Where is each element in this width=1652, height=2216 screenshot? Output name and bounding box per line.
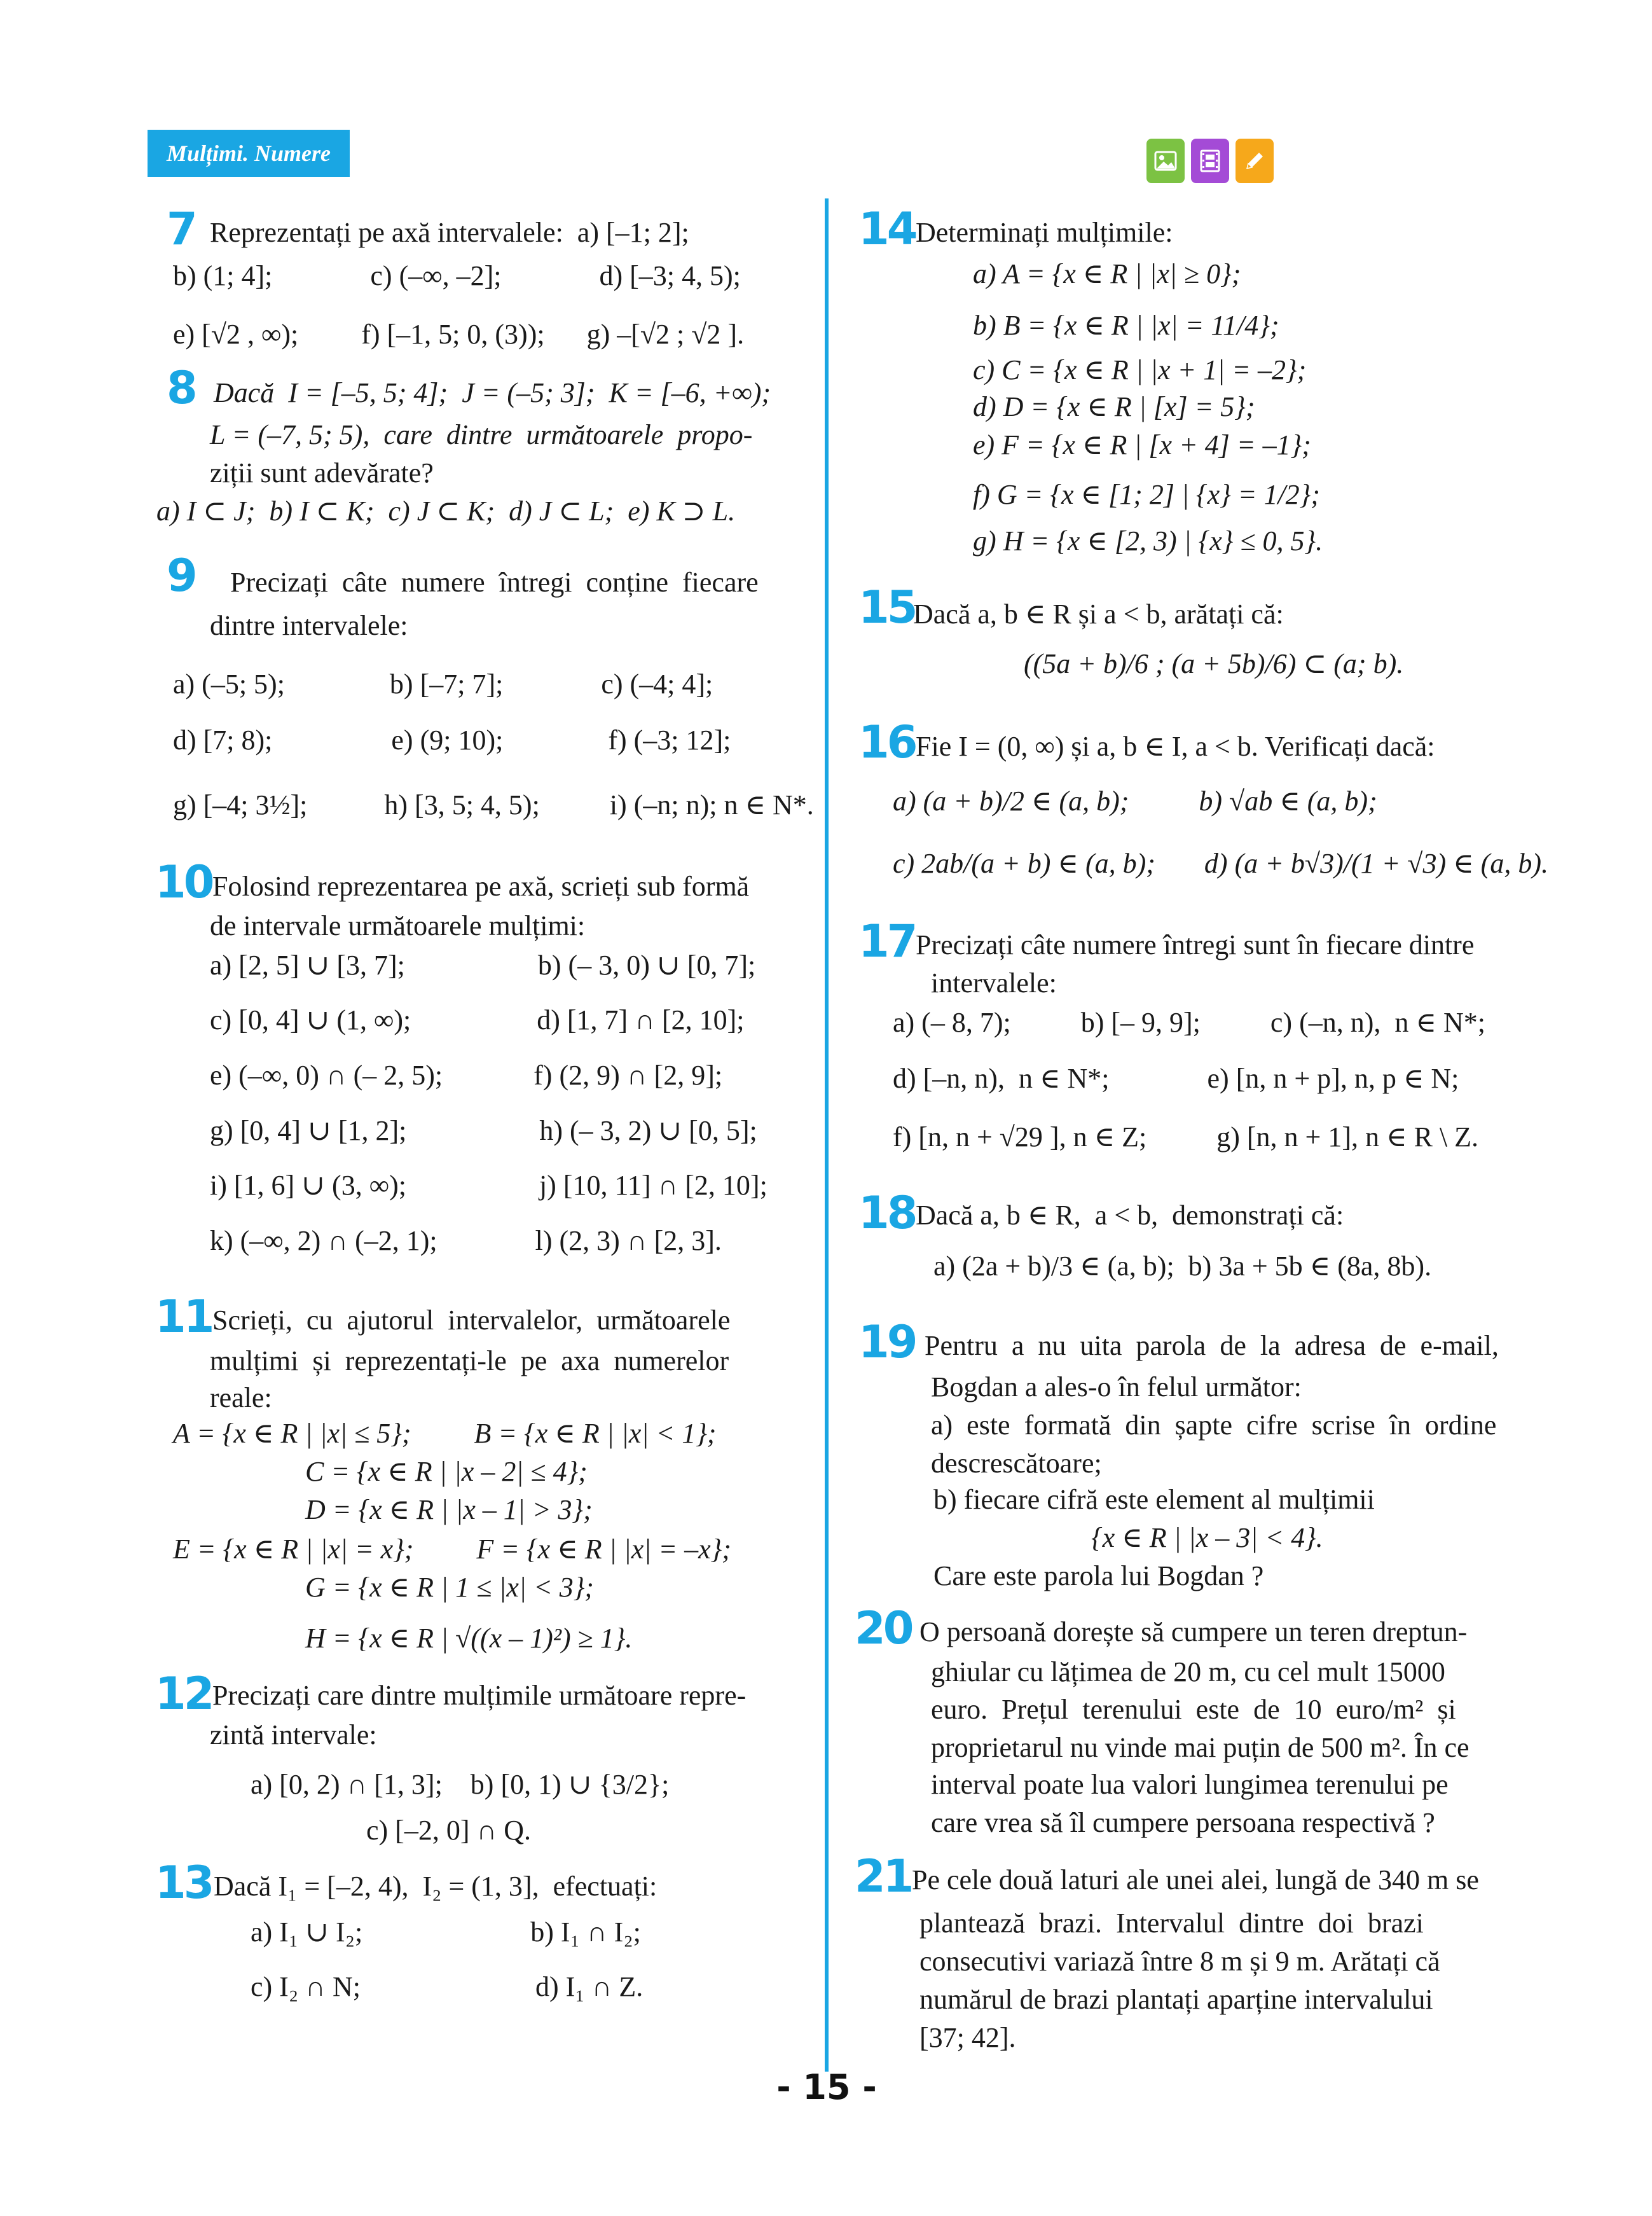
ex11-line: Scrieți, cu ajutorul intervalelor, următoarele bbox=[212, 1305, 731, 1336]
ex19-line: a) este formată din șapte cifre scrise în ordine bbox=[931, 1409, 1497, 1441]
exercise-number: 10 bbox=[155, 856, 212, 908]
exercise-number: 20 bbox=[855, 1602, 912, 1654]
ex16-line: Fie I = (0, ∞) și a, b ∈ I, a < b. Verificați dacă: bbox=[916, 731, 1435, 762]
ex20-line: proprietarul nu vinde mai puțin de 500 m². În ce bbox=[931, 1732, 1470, 1763]
exercise-number: 16 bbox=[858, 716, 916, 768]
ex20-line: euro. Prețul terenului este de 10 euro/m² și bbox=[931, 1694, 1456, 1725]
film-icon[interactable] bbox=[1191, 139, 1229, 183]
ex8-line: a) I ⊂ J; b) I ⊂ K; c) J ⊂ K; d) J ⊂ L; e) K ⊃ L. bbox=[156, 495, 736, 527]
exercise-number: 7 bbox=[167, 203, 195, 255]
ex17-line: Precizați câte numere întregi sunt în fiecare dintre bbox=[916, 929, 1475, 960]
ex19-line: Bogdan a ales-o în felul următor: bbox=[931, 1371, 1302, 1402]
ex13-line: c) I₂ ∩ N; d) I₁ ∩ Z. bbox=[251, 1971, 644, 2002]
ex21-line: numărul de brazi plantați aparține intervalului bbox=[919, 1984, 1433, 2015]
ex12-line: zintă intervale: bbox=[210, 1719, 377, 1750]
ex16-line: a) (a + b)/2 ∈ (a, b); b) √ab ∈ (a, b); bbox=[893, 786, 1377, 817]
ex13-line: Dacă I₁ = [–2, 4), I₂ = (1, 3], efectuați: bbox=[214, 1871, 657, 1902]
ex19-line: Care este parola lui Bogdan ? bbox=[933, 1560, 1264, 1591]
ex18-line: a) (2a + b)/3 ∈ (a, b); b) 3a + 5b ∈ (8a, 8b). bbox=[933, 1250, 1432, 1282]
ex20-line: care vrea să îl cumpere persoana respectivă ? bbox=[931, 1807, 1435, 1838]
ex9-line: Precizați câte numere întregi conține fiecare bbox=[230, 567, 759, 598]
ex12-line: a) [0, 2) ∩ [1, 3]; b) [0, 1) ∪ {3/2}; bbox=[251, 1769, 670, 1800]
ex20-line: ghiular cu lățimea de 20 m, cu cel mult 15000 bbox=[931, 1656, 1445, 1687]
ex17-line: f) [n, n + √29 ], n ∈ Z; g) [n, n + 1], n ∈ R \ Z. bbox=[893, 1121, 1479, 1153]
ex14-line: f) G = {x ∈ [1; 2] | {x} = 1/2}; bbox=[973, 479, 1320, 510]
ex9-line: g) [–4; 3½]; h) [3, 5; 4, 5); i) (–n; n); n ∈ N*. bbox=[173, 789, 814, 821]
ex15-line: ((5a + b)/6 ; (a + 5b)/6) ⊂ (a; b). bbox=[1024, 648, 1404, 679]
ex11-line: E = {x ∈ R | |x| = x}; F = {x ∈ R | |x| = –x}; bbox=[173, 1534, 731, 1565]
ex11-line: G = {x ∈ R | 1 ≤ |x| < 3}; bbox=[305, 1572, 594, 1603]
exercise-number: 21 bbox=[855, 1850, 912, 1902]
ex9-line: dintre intervalele: bbox=[210, 610, 408, 641]
ex8-line: Dacă I = [–5, 5; 4]; J = (–5; 3]; K = [–6, +∞); bbox=[214, 377, 771, 408]
ex10-line: i) [1, 6] ∪ (3, ∞); j) [10, 11] ∩ [2, 10]; bbox=[210, 1170, 767, 1201]
ex16-line: c) 2ab/(a + b) ∈ (a, b); d) (a + b√3)/(1 + √3) ∈ (a, b). bbox=[893, 848, 1548, 879]
exercise-number: 9 bbox=[167, 550, 195, 602]
ex8-line: L = (–7, 5; 5), care dintre următoarele propo- bbox=[210, 419, 753, 450]
ex9-line: d) [7; 8); e) (9; 10); f) (–3; 12]; bbox=[173, 724, 731, 756]
ex7-line: Reprezentați pe axă intervalele: a) [–1; 2]; bbox=[210, 217, 689, 248]
ex11-line: H = {x ∈ R | √((x – 1)²) ≥ 1}. bbox=[305, 1623, 633, 1654]
exercise-number: 13 bbox=[155, 1857, 212, 1909]
ex10-line: a) [2, 5] ∪ [3, 7]; b) (– 3, 0) ∪ [0, 7]; bbox=[210, 950, 756, 981]
ex7-line: b) (1; 4]; c) (–∞, –2]; d) [–3; 4, 5); bbox=[173, 260, 741, 291]
ex21-line: [37; 42]. bbox=[919, 2022, 1016, 2053]
ex19-line: {x ∈ R | |x – 3| < 4}. bbox=[1091, 1522, 1323, 1553]
exercise-number: 14 bbox=[858, 203, 916, 255]
ex10-line: de intervale următoarele mulțimi: bbox=[210, 910, 586, 941]
ex21-line: consecutivi variază între 8 m și 9 m. Arătați că bbox=[919, 1946, 1440, 1977]
ex14-line: e) F = {x ∈ R | [x + 4] = –1}; bbox=[973, 429, 1311, 461]
ex18-line: Dacă a, b ∈ R, a < b, demonstrați că: bbox=[916, 1200, 1344, 1231]
ex14-line: a) A = {x ∈ R | |x| ≥ 0}; bbox=[973, 258, 1241, 289]
ex14-line: d) D = {x ∈ R | [x] = 5}; bbox=[973, 391, 1255, 422]
ex9-line: a) (–5; 5); b) [–7; 7]; c) (–4; 4]; bbox=[173, 668, 713, 700]
exercise-number: 8 bbox=[167, 362, 195, 414]
ex10-line: Folosind reprezentarea pe axă, scrieți sub formă bbox=[212, 871, 750, 902]
ex13-line: a) I₁ ∪ I₂; b) I₁ ∩ I₂; bbox=[251, 1916, 641, 1948]
ex7-line: e) [√2 , ∞); f) [–1, 5; 0, (3)); g) –[√2 ; √2 ]. bbox=[173, 319, 745, 350]
image-icon[interactable] bbox=[1146, 139, 1185, 183]
exercise-number: 17 bbox=[858, 915, 916, 967]
ex21-line: plantează brazi. Intervalul dintre doi brazi bbox=[919, 1908, 1424, 1939]
ex12-line: Precizați care dintre mulțimile următoare repre- bbox=[212, 1680, 747, 1711]
resource-icons bbox=[1146, 139, 1274, 183]
exercise-number: 12 bbox=[155, 1668, 212, 1720]
exercise-number: 18 bbox=[858, 1187, 916, 1239]
ex11-line: reale: bbox=[210, 1382, 272, 1413]
ex19-line: Pentru a nu uita parola de la adresa de e-mail, bbox=[925, 1330, 1499, 1361]
page-number: - 15 - bbox=[776, 2067, 877, 2107]
exercise-number: 11 bbox=[155, 1291, 212, 1343]
ex10-line: c) [0, 4] ∪ (1, ∞); d) [1, 7] ∩ [2, 10]; bbox=[210, 1004, 745, 1035]
column-divider bbox=[825, 198, 829, 2072]
ex8-line: ziții sunt adevărate? bbox=[210, 457, 434, 488]
ex12-line: c) [–2, 0] ∩ Q. bbox=[366, 1815, 532, 1846]
ex10-line: e) (–∞, 0) ∩ (– 2, 5); f) (2, 9) ∩ [2, 9]; bbox=[210, 1060, 723, 1091]
ex17-line: a) (– 8, 7); b) [– 9, 9]; c) (–n, n), n ∈ N*; bbox=[893, 1007, 1485, 1038]
ex15-line: Dacă a, b ∈ R și a < b, arătați că: bbox=[913, 599, 1284, 630]
ex20-line: O persoană dorește să cumpere un teren dreptun- bbox=[919, 1616, 1468, 1647]
ex11-line: D = {x ∈ R | |x – 1| > 3}; bbox=[305, 1494, 593, 1525]
ex10-line: g) [0, 4] ∪ [1, 2]; h) (– 3, 2) ∪ [0, 5]; bbox=[210, 1115, 757, 1146]
ex21-line: Pe cele două laturi ale unei alei, lungă de 340 m se bbox=[912, 1864, 1479, 1895]
ex17-line: intervalele: bbox=[931, 967, 1057, 999]
section-tag: Mulțimi. Numere bbox=[148, 130, 350, 177]
ex14-line: b) B = {x ∈ R | |x| = 11/4}; bbox=[973, 310, 1279, 341]
ex19-line: descrescătoare; bbox=[931, 1448, 1102, 1479]
ex14-line: Determinați mulțimile: bbox=[916, 217, 1173, 248]
ex10-line: k) (–∞, 2) ∩ (–2, 1); l) (2, 3) ∩ [2, 3]. bbox=[210, 1225, 722, 1256]
ex11-line: mulțimi și reprezentați-le pe axa numerelor bbox=[210, 1345, 729, 1376]
ex20-line: interval poate lua valori lungimea terenului pe bbox=[931, 1769, 1449, 1800]
exercise-number: 19 bbox=[858, 1316, 916, 1368]
ex14-line: g) H = {x ∈ [2, 3) | {x} ≤ 0, 5}. bbox=[973, 525, 1323, 557]
ex19-line: b) fiecare cifră este element al mulțimii bbox=[933, 1484, 1375, 1515]
ex11-line: C = {x ∈ R | |x – 2| ≤ 4}; bbox=[305, 1456, 588, 1487]
ex17-line: d) [–n, n), n ∈ N*; e) [n, n + p], n, p ∈ N; bbox=[893, 1063, 1459, 1094]
ex11-line: A = {x ∈ R | |x| ≤ 5}; B = {x ∈ R | |x| < 1}; bbox=[173, 1418, 717, 1449]
pencil-icon[interactable] bbox=[1236, 139, 1274, 183]
ex14-line: c) C = {x ∈ R | |x + 1| = –2}; bbox=[973, 354, 1307, 385]
exercise-number: 15 bbox=[858, 581, 916, 634]
